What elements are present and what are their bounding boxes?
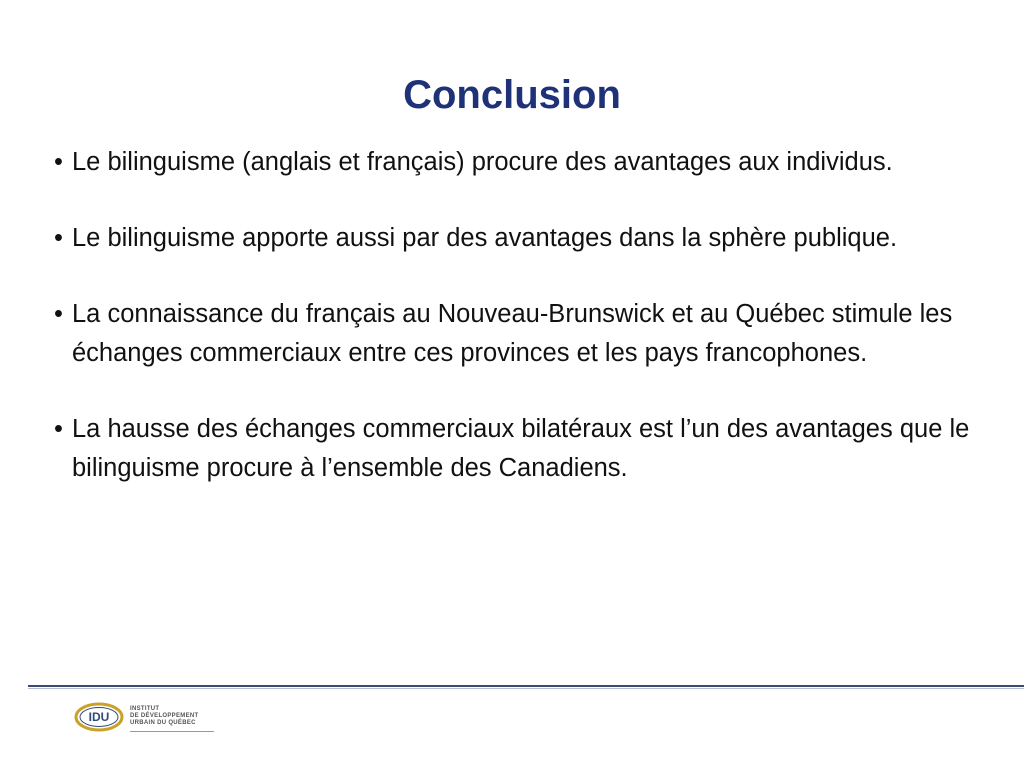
idu-logo-wordmark xyxy=(130,706,214,727)
footer-divider xyxy=(28,685,1024,687)
bullet-marker: • xyxy=(54,415,63,443)
bullet-marker: • xyxy=(54,148,63,176)
idu-logo-rule xyxy=(130,731,214,732)
bullet-text: La connaissance du français au Nouveau-Brunswick et au Québec stimule les échanges commerciaux entre ces provinces et les pays francophones. xyxy=(72,300,953,367)
bullet-item xyxy=(54,143,974,182)
footer-divider-shadow xyxy=(28,688,1024,689)
idu-logo-line: URBAIN DU QUÉBEC xyxy=(130,720,196,726)
bullet-item xyxy=(54,295,974,373)
bullet-item xyxy=(54,410,974,488)
idu-logo-line: DE DÉVELOPPEMENT xyxy=(130,713,199,719)
bullet-item xyxy=(54,219,974,258)
bullet-marker: • xyxy=(54,224,63,252)
idu-logo-line: INSTITUT xyxy=(130,706,160,712)
bullet-text: La hausse des échanges commerciaux bilatéraux est l’un des avantages que le bilinguisme procure à l’ensemble des Canadiens. xyxy=(72,415,970,482)
bullet-text: Le bilinguisme (anglais et français) procure des avantages aux individus. xyxy=(72,148,893,176)
idu-logo-emblem xyxy=(74,702,124,732)
bullet-marker: • xyxy=(54,300,63,328)
idu-logo-acronym: IDU xyxy=(88,710,110,724)
bullet-list xyxy=(54,143,974,525)
slide-title: Conclusion xyxy=(403,73,621,117)
idu-logo xyxy=(74,700,214,740)
bullet-text: Le bilinguisme apporte aussi par des avantages dans la sphère publique. xyxy=(72,224,898,252)
